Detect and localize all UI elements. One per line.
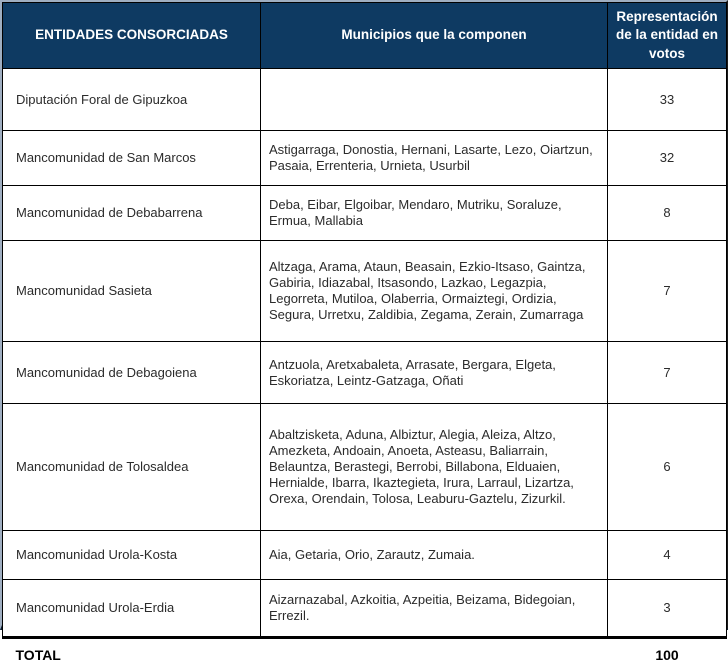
total-value: 100 (608, 638, 727, 671)
votes-value: 32 (608, 131, 727, 186)
votes-value: 7 (608, 342, 727, 404)
municipios-list: Altzaga, Arama, Ataun, Beasain, Ezkio-Itsaso, Gaintza, Gabiria, Idiazabal, Itsasondo, Lazkao, Legazpia, Legorreta, Mutiloa, Olaberria, Ormaiztegi, Ordizia, Segura, Urretxu, Zaldibia, Zegama, Zerain, Zumarraga (261, 241, 608, 342)
municipios-list: Aizarnazabal, Azkoitia, Azpeitia, Beizama, Bidegoian, Errezil. (261, 580, 608, 638)
entity-name: Mancomunidad Urola-Kosta (3, 531, 261, 580)
entity-name: Mancomunidad de Debagoiena (3, 342, 261, 404)
votes-value: 7 (608, 241, 727, 342)
table-row (3, 69, 727, 131)
entity-name: Diputación Foral de Gipuzkoa (3, 69, 261, 131)
votes-value: 4 (608, 531, 727, 580)
municipios-list: Astigarraga, Donostia, Hernani, Lasarte, Lezo, Oiartzun, Pasaia, Errenteria, Urnieta, Usurbil (261, 131, 608, 186)
table-row (3, 186, 727, 241)
votes-value: 3 (608, 580, 727, 638)
table-body (3, 69, 727, 638)
table-row (3, 342, 727, 404)
total-label: TOTAL (3, 638, 608, 671)
votes-value: 33 (608, 69, 727, 131)
entity-name: Mancomunidad de Debabarrena (3, 186, 261, 241)
table-row (3, 404, 727, 531)
header-row (3, 3, 727, 69)
column-header-municipios: Municipios que la componen (261, 3, 608, 69)
entity-name: Mancomunidad de San Marcos (3, 131, 261, 186)
table-row (3, 580, 727, 638)
consortium-votes-table (2, 2, 727, 671)
total-row (3, 638, 727, 671)
entity-name: Mancomunidad Sasieta (3, 241, 261, 342)
table-row (3, 131, 727, 186)
column-header-votos: Representación de la entidad en votos (608, 3, 727, 69)
table-row (3, 241, 727, 342)
municipios-list (261, 69, 608, 131)
table-footer (3, 638, 727, 671)
table-row (3, 531, 727, 580)
votes-value: 6 (608, 404, 727, 531)
column-header-entidades: ENTIDADES CONSORCIADAS (3, 3, 261, 69)
municipios-list: Aia, Getaria, Orio, Zarautz, Zumaia. (261, 531, 608, 580)
votes-value: 8 (608, 186, 727, 241)
entity-name: Mancomunidad Urola-Erdia (3, 580, 261, 638)
municipios-list: Deba, Eibar, Elgoibar, Mendaro, Mutriku, Soraluze, Ermua, Mallabia (261, 186, 608, 241)
table-header (3, 3, 727, 69)
entity-name: Mancomunidad de Tolosaldea (3, 404, 261, 531)
municipios-list: Antzuola, Aretxabaleta, Arrasate, Bergara, Elgeta, Eskoriatza, Leintz-Gatzaga, Oñati (261, 342, 608, 404)
municipios-list: Abaltzisketa, Aduna, Albiztur, Alegia, Aleiza, Altzo, Amezketa, Andoain, Anoeta, Asteasu, Baliarrain, Belauntza, Berastegi, Berrobi, Billabona, Elduaien, Hernialde, Ibarra, Ikaztegieta, Irura, Larraul, Lizartza, Orexa, Orendain, Tolosa, Leaburu-Gaztelu, Zizurkil. (261, 404, 608, 531)
